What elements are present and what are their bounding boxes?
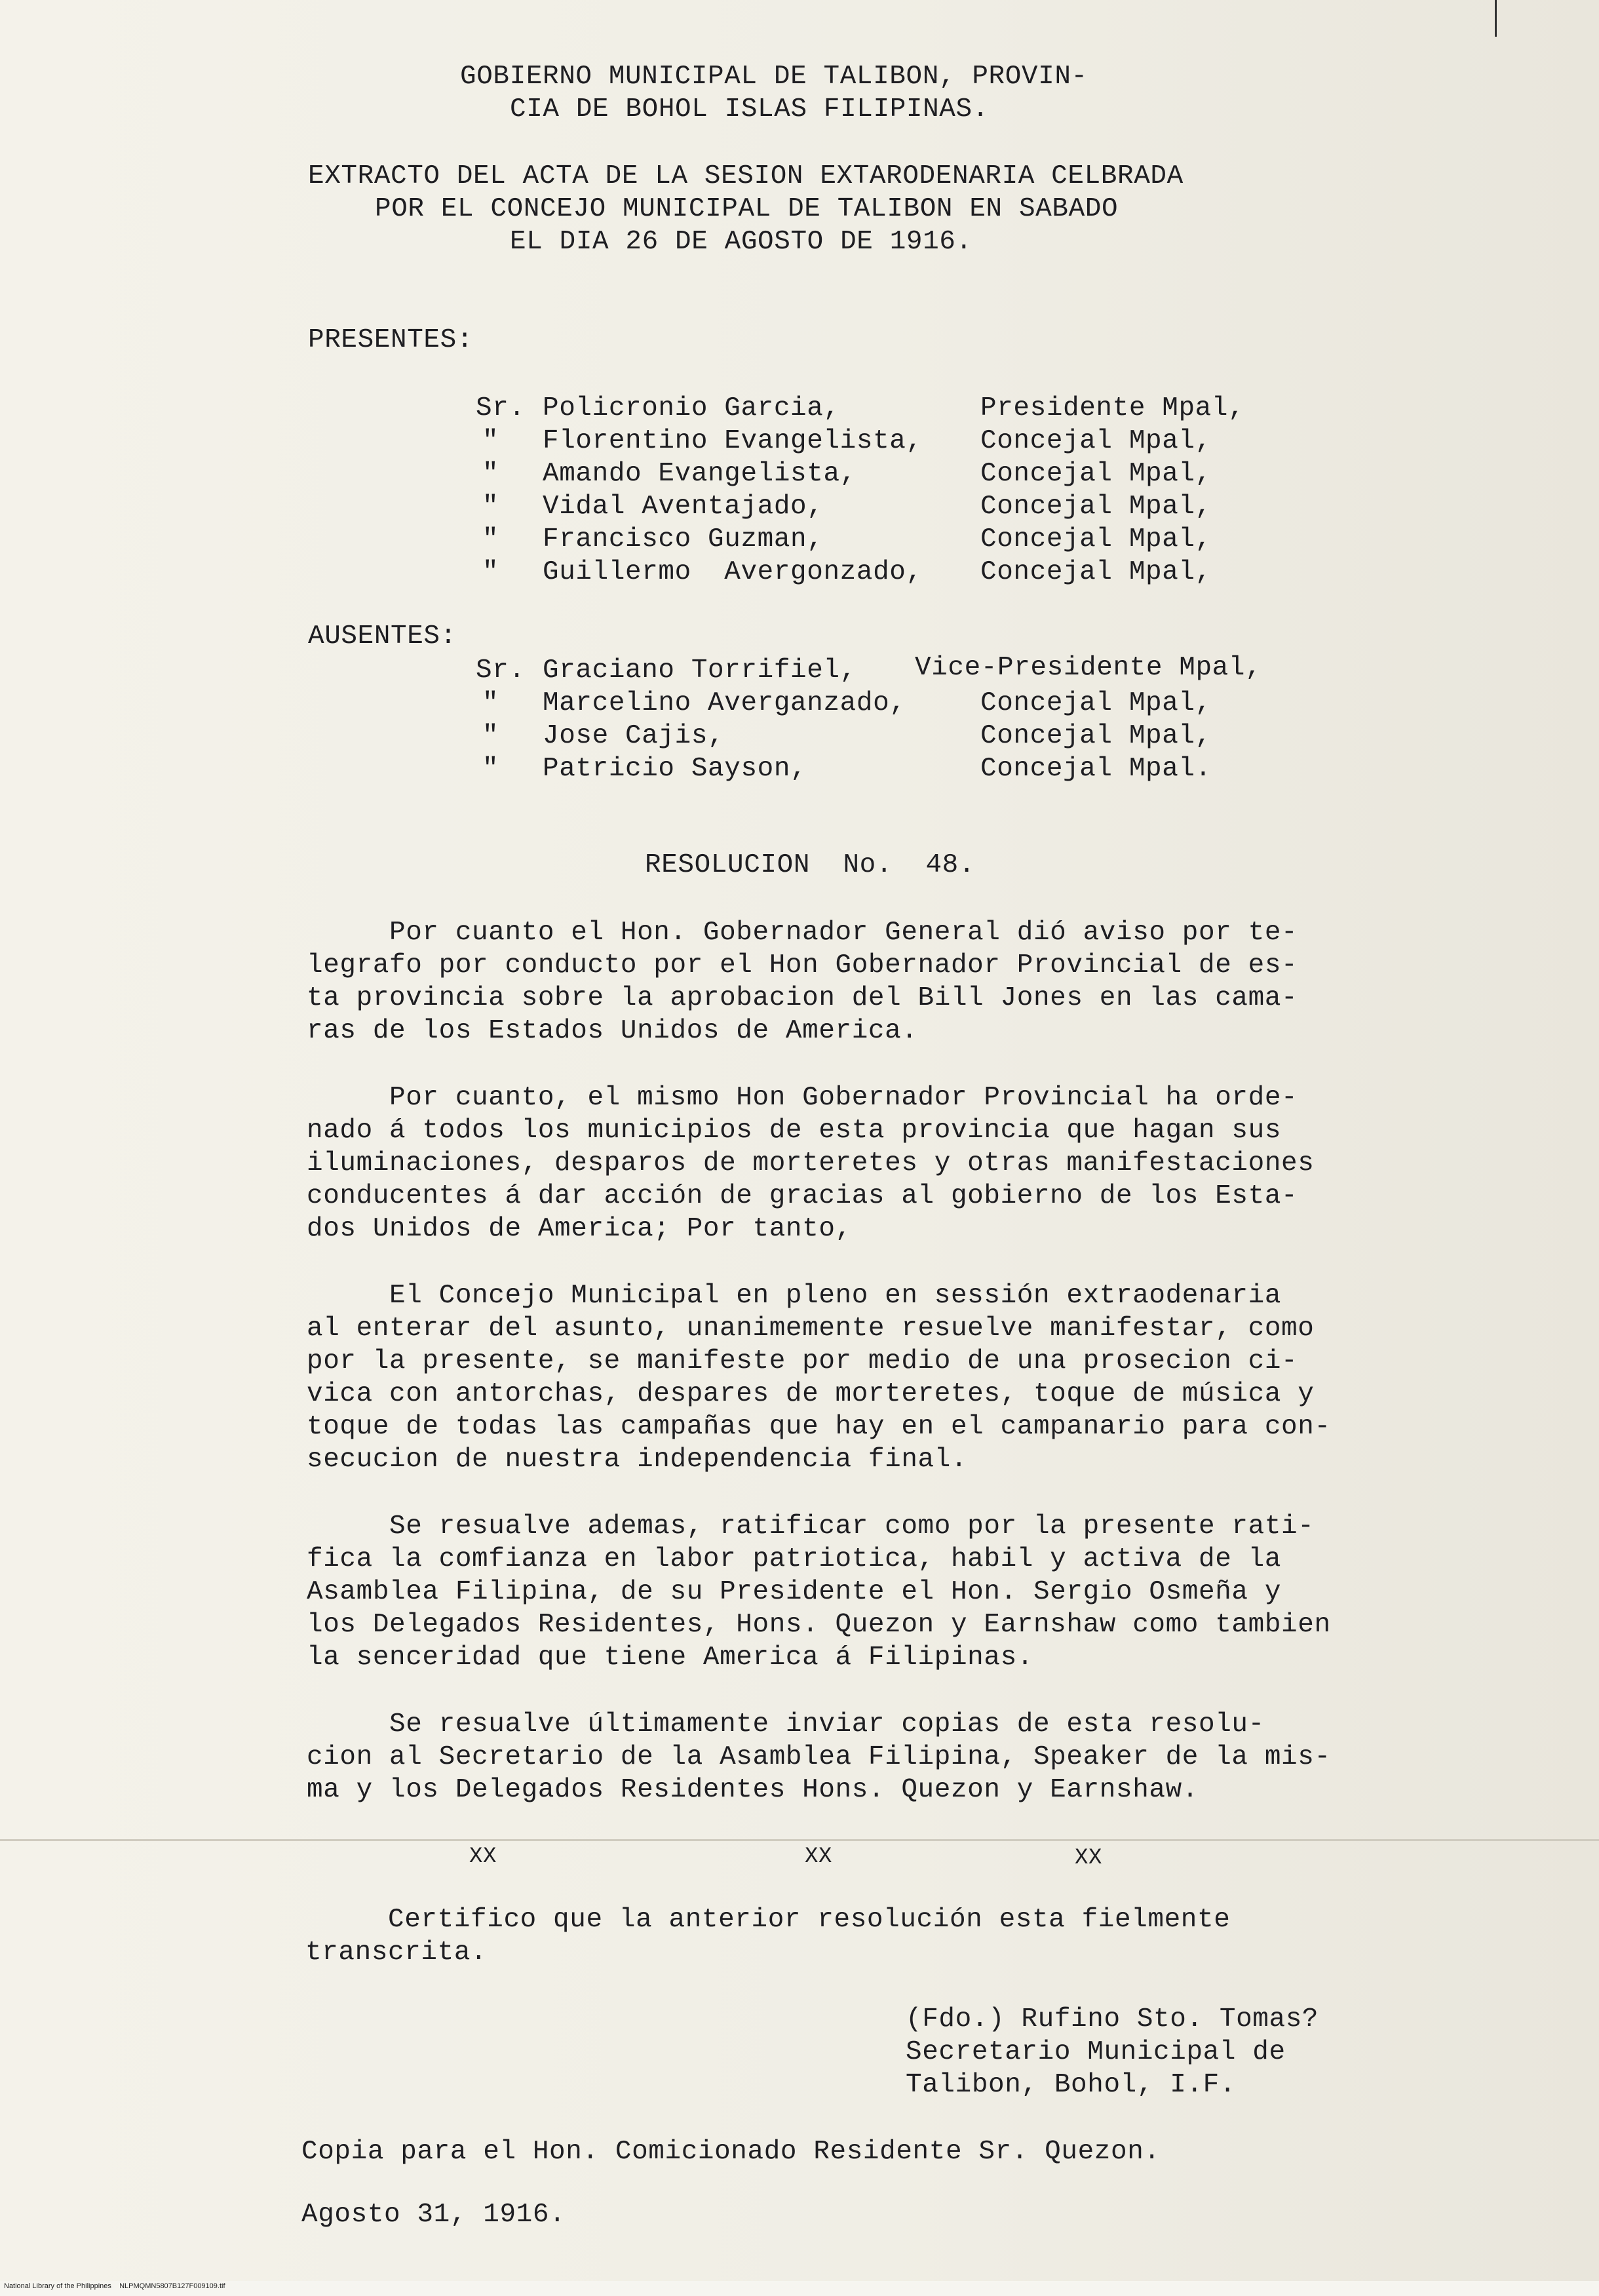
- member-name: Francisco Guzman,: [543, 524, 824, 555]
- text-line: Se resualve últimamente inviar copias de esta resolu-: [307, 1709, 1265, 1740]
- separator-mark: XX: [805, 1844, 833, 1869]
- text-line: conducentes á dar acción de gracias al gobierno de los Esta-: [307, 1181, 1298, 1211]
- text-line: los Delegados Residentes, Hons. Quezon y Earnshaw como tambien: [307, 1610, 1331, 1640]
- member-role: Concejal Mpal.: [980, 754, 1212, 784]
- text-line: Se resualve ademas, ratificar como por la presente rati-: [307, 1511, 1315, 1542]
- signature-line: Talibon, Bohol, I.F.: [906, 2070, 1237, 2100]
- document-date: Agosto 31, 1916.: [301, 2200, 566, 2230]
- member-prefix: Sr.: [476, 393, 526, 423]
- extract-line-3: EL DIA 26 DE AGOSTO DE 1916.: [510, 227, 973, 257]
- header-line-1: GOBIERNO MUNICIPAL DE TALIBON, PROVIN-: [460, 62, 1088, 92]
- member-name: Guillermo Avergonzado,: [543, 557, 923, 587]
- member-role: Concejal Mpal,: [980, 688, 1212, 718]
- member-name: Vidal Aventajado,: [543, 492, 824, 522]
- member-role: Concejal Mpal,: [980, 524, 1212, 555]
- member-name: Florentino Evangelista,: [543, 426, 923, 456]
- text-line: dos Unidos de America; Por tanto,: [307, 1214, 852, 1244]
- member-role: Presidente Mpal,: [980, 393, 1245, 423]
- member-role: Concejal Mpal,: [980, 721, 1212, 751]
- fold-line: [0, 1839, 1599, 1841]
- member-role: Concejal Mpal,: [980, 492, 1212, 522]
- text-line: cion al Secretario de la Asamblea Filipina, Speaker de la mis-: [307, 1742, 1331, 1772]
- member-name: Patricio Sayson,: [543, 754, 807, 784]
- text-line: Por cuanto, el mismo Hon Gobernador Provincial ha orde-: [307, 1083, 1298, 1113]
- member-prefix: ": [482, 688, 499, 718]
- member-prefix: Sr.: [476, 655, 526, 686]
- signature-line: (Fdo.) Rufino Sto. Tomas?: [906, 2004, 1319, 2034]
- ausentes-label: AUSENTES:: [308, 621, 457, 652]
- text-line: Por cuanto el Hon. Gobernador General dió aviso por te-: [307, 918, 1298, 948]
- text-line: ras de los Estados Unidos de America.: [307, 1016, 918, 1046]
- text-line: toque de todas las campañas que hay en el campanario para con-: [307, 1412, 1331, 1442]
- member-prefix: ": [482, 426, 499, 456]
- text-line: transcrita.: [305, 1937, 488, 1968]
- member-prefix: ": [482, 459, 499, 489]
- text-line: nado á todos los municipios de esta provincia que hagan sus: [307, 1116, 1282, 1146]
- member-role: Concejal Mpal,: [980, 459, 1212, 489]
- member-role: Concejal Mpal,: [980, 426, 1212, 456]
- member-prefix: ": [482, 492, 499, 522]
- archive-footer-text: National Library of the Philippines NLPMQMN5807B127F009109.tif: [4, 2282, 225, 2290]
- edge-mark: [1495, 0, 1497, 37]
- text-line: legrafo por conducto por el Hon Gobernador Provincial de es-: [307, 950, 1298, 981]
- member-role: Vice-Presidente Mpal,: [915, 653, 1262, 683]
- text-line: iluminaciones, desparos de morteretes y otras manifestaciones: [307, 1148, 1315, 1178]
- extract-line-2: POR EL CONCEJO MUNICIPAL DE TALIBON EN SABADO: [375, 194, 1119, 224]
- header-line-2: CIA DE BOHOL ISLAS FILIPINAS.: [510, 94, 989, 125]
- member-name: Amando Evangelista,: [543, 459, 857, 489]
- text-line: El Concejo Municipal en pleno en sessión extraodenaria: [307, 1281, 1282, 1311]
- archive-footer-strip: [0, 2281, 1599, 2296]
- member-name: Jose Cajis,: [543, 721, 725, 751]
- member-name: Marcelino Averganzado,: [543, 688, 906, 718]
- text-line: la senceridad que tiene America á Filipinas.: [307, 1643, 1033, 1673]
- separator-mark: XX: [469, 1844, 497, 1869]
- text-line: fica la comfianza en labor patriotica, habil y activa de la: [307, 1544, 1282, 1574]
- member-name: Graciano Torrifiel,: [543, 655, 857, 686]
- signature-line: Secretario Municipal de: [906, 2037, 1286, 2067]
- member-prefix: ": [482, 754, 499, 784]
- text-line: por la presente, se manifeste por medio de una prosecion ci-: [307, 1346, 1298, 1376]
- text-line: Certifico que la anterior resolución esta fielmente: [305, 1905, 1231, 1935]
- text-line: Asamblea Filipina, de su Presidente el Hon. Sergio Osmeña y: [307, 1577, 1282, 1607]
- text-line: ma y los Delegados Residentes Hons. Quezon y Earnshaw.: [307, 1775, 1199, 1805]
- copy-note: Copia para el Hon. Comicionado Residente Sr. Quezon.: [301, 2137, 1161, 2167]
- separator-mark: XX: [1075, 1846, 1103, 1871]
- extract-line-1: EXTRACTO DEL ACTA DE LA SESION EXTARODENARIA CELBRADA: [308, 161, 1184, 191]
- text-line: vica con antorchas, despares de morteretes, toque de música y: [307, 1379, 1315, 1409]
- resolution-title: RESOLUCION No. 48.: [645, 850, 976, 880]
- member-role: Concejal Mpal,: [980, 557, 1212, 587]
- text-line: secucion de nuestra independencia final.: [307, 1445, 968, 1475]
- presentes-label: PRESENTES:: [308, 325, 474, 355]
- member-prefix: ": [482, 557, 499, 587]
- member-prefix: ": [482, 721, 499, 751]
- text-line: ta provincia sobre la aprobacion del Bill Jones en las cama-: [307, 983, 1298, 1013]
- member-name: Policronio Garcia,: [543, 393, 840, 423]
- member-prefix: ": [482, 524, 499, 555]
- text-line: al enterar del asunto, unanimemente resuelve manifestar, como: [307, 1313, 1315, 1344]
